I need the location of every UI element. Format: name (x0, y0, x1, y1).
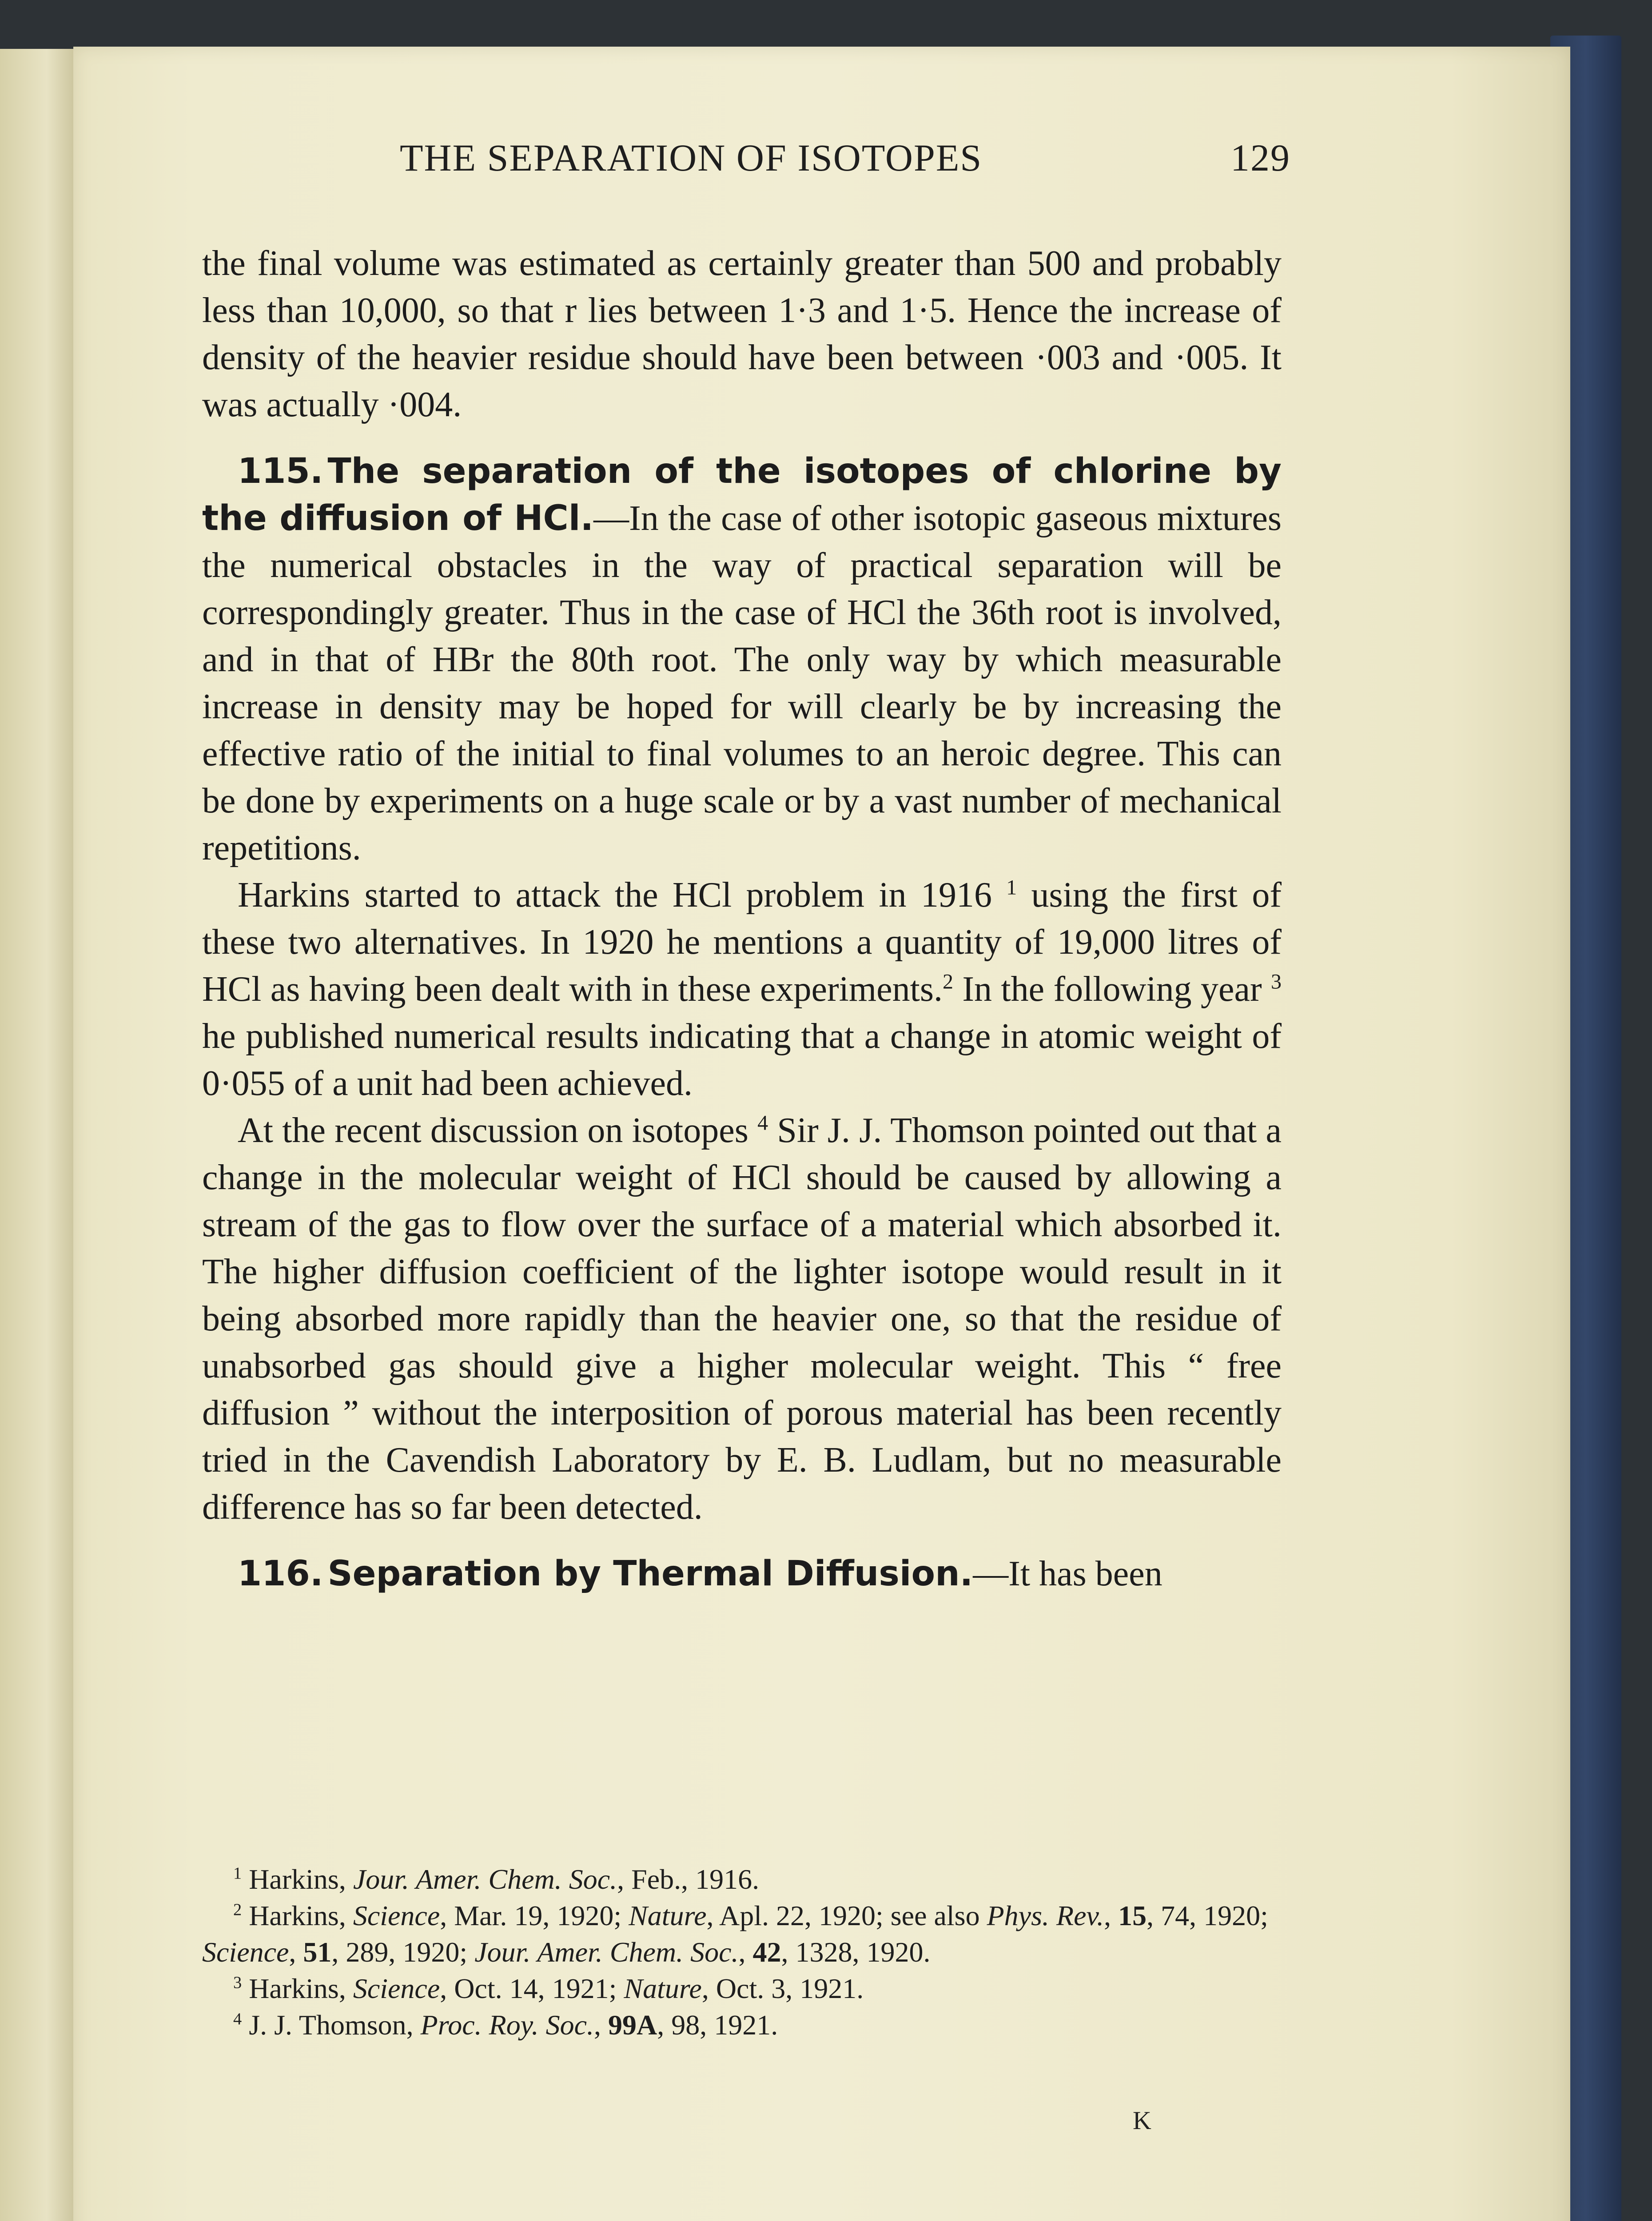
page-number: 129 (1230, 136, 1290, 179)
footnote-ref[interactable]: 2 (943, 970, 954, 994)
section-115 (202, 448, 1282, 872)
section-text: —In the case of other isotopic gaseous mixtures the numerical obstacles in the way of practical separation will be correspondingly greater. Thus in the case of HCl the 36th root is involved, and in that of HBr the 80th root. The only way by which measurable increase in density may be hoped for will clearly be by increasing the effective ratio of the initial to final volumes to an heroic degree. This can be done by experiments on a huge scale or by a vast number of mechanical repetitions. (202, 499, 1282, 868)
footnote-ref[interactable]: 4 (757, 1111, 768, 1135)
paragraph-harkins: Harkins started to attack the HCl problem in 1916 $^1$ using the first of these two alternatives. In 1920 he mentions a quantity of 19,000 litres of HCl as having been dealt with in these experiments.$^2$ In the following year $^3$ he published numerical results indicating that a change in atomic weight of 0·055 of a unit had been achieved. (202, 876, 1282, 1103)
section-116 (202, 1550, 1282, 1597)
body-text (202, 240, 1282, 1597)
adjacent-page-edge (0, 49, 80, 2221)
section-text: —It has been (973, 1554, 1162, 1593)
section-number: 116. (238, 1554, 323, 1594)
footnote-ref[interactable]: 1 (1006, 876, 1017, 900)
section-heading: The separation of the isotopes of chlorine by the diffusion of HCl. (202, 451, 1282, 538)
footnote-3: $^3$ Harkins, Science, Oct. 14, 1921; Nature, Oct. 3, 1921. (233, 1973, 864, 2004)
paragraph-thomson: At the recent discussion on isotopes $^4$ Sir J. J. Thomson pointed out that a change in the molecular weight of HCl should be caused by allowing a stream of the gas to flow over the surface of a material which absorbed it. The higher diffusion coefficient of the lighter isotope would result in it being absorbed more rapidly than the heavier one, so that the residue of unabsorbed gas should give a higher molecular weight. This “ free diffusion ” without the interposition of porous material has been recently tried in the Cavendish Laboratory by E. B. Ludlam, but no measurable difference has so far been detected. (202, 1111, 1282, 1527)
footnotes (202, 1861, 1282, 2043)
footnote-1: $^1$ Harkins, Jour. Amer. Chem. Soc., Feb., 1916. (233, 1863, 760, 1895)
footnote-4: $^4$ J. J. Thomson, Proc. Roy. Soc., 99A, 98, 1921. (233, 2009, 778, 2041)
paragraph-continued: the final volume was estimated as certainly greater than 500 and probably less than 10,000, so that r lies between 1·3 and 1·5. Hence the increase of density of the heavier residue should have been between ·003 and ·005. It was actually ·004. (202, 244, 1282, 424)
running-head (326, 135, 1290, 189)
footnote-2: $^2$ Harkins, Science, Mar. 19, 1920; Nature, Apl. 22, 1920; see also Phys. Rev., 15, 74, 1920; Science, 51, 289, 1920; Jour. Amer. Chem. Soc., 42, 1328, 1920. (202, 1900, 1268, 1968)
section-heading: Separation by Thermal Diffusion. (327, 1554, 973, 1594)
signature-mark: K (1133, 2106, 1151, 2135)
footnote-ref[interactable]: 3 (1271, 970, 1282, 994)
section-number: 115. (238, 451, 323, 491)
running-title: THE SEPARATION OF ISOTOPES (400, 136, 983, 179)
